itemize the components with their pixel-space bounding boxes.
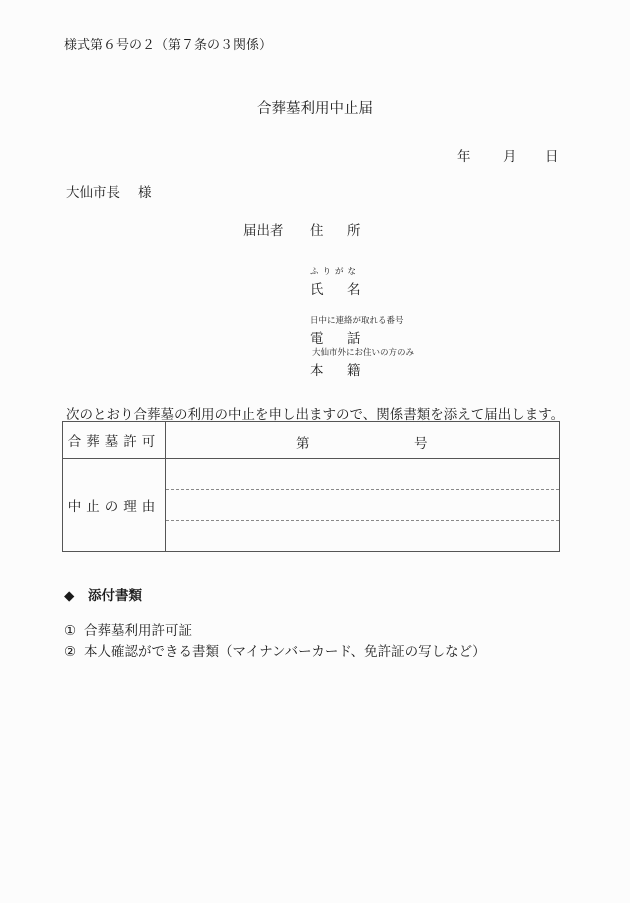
addressee-honorific: 様 bbox=[138, 185, 152, 201]
reason-field[interactable] bbox=[166, 459, 560, 552]
attachment-item bbox=[64, 619, 192, 639]
permit-prefix: 第 bbox=[296, 436, 310, 452]
date-day-label: 日 bbox=[545, 149, 559, 165]
attachments-heading-text: 添付書類 bbox=[88, 588, 142, 604]
date-year-label: 年 bbox=[457, 149, 471, 165]
domicile-label-1: 本 bbox=[310, 363, 324, 379]
form-table bbox=[62, 421, 560, 552]
reason-label: 中止の理由 bbox=[63, 459, 166, 552]
notifier-label: 届出者 bbox=[243, 223, 284, 239]
reason-line-1[interactable] bbox=[166, 459, 559, 490]
phone-note: 日中に連絡が取れる番号 bbox=[310, 316, 404, 326]
permit-row bbox=[63, 422, 560, 459]
date-month-label: 月 bbox=[503, 149, 517, 165]
furigana-label: ふりがな bbox=[310, 267, 361, 277]
address-label-2: 所 bbox=[347, 223, 361, 239]
address-label-1: 住 bbox=[310, 223, 324, 239]
domicile-note: 大仙市外にお住いの方のみ bbox=[312, 348, 415, 358]
page-title: 合葬墓利用中止届 bbox=[257, 101, 373, 117]
domicile-label-2: 籍 bbox=[347, 363, 361, 379]
addressee-name: 大仙市長 bbox=[66, 185, 120, 201]
phone-label-2: 話 bbox=[347, 331, 361, 347]
phone-label-1: 電 bbox=[310, 331, 324, 347]
item-number: ② bbox=[64, 644, 77, 660]
attachment-item bbox=[64, 640, 486, 660]
item-text: 合葬墓利用許可証 bbox=[84, 623, 192, 639]
attachments-heading bbox=[64, 584, 142, 604]
permit-number-field[interactable] bbox=[166, 422, 560, 459]
reason-line-3[interactable] bbox=[166, 521, 559, 551]
form-number: 様式第６号の２（第７条の３関係） bbox=[64, 38, 273, 53]
permit-label: 合葬墓許可 bbox=[63, 422, 166, 459]
name-label-2: 名 bbox=[347, 282, 361, 298]
permit-suffix: 号 bbox=[414, 436, 428, 452]
item-text: 本人確認ができる書類（マイナンバーカード、免許証の写しなど） bbox=[84, 644, 486, 660]
name-label-1: 氏 bbox=[310, 282, 324, 298]
reason-row bbox=[63, 459, 560, 552]
statement-text: 次のとおり合葬墓の利用の中止を申し出ますので、関係書類を添えて届出します。 bbox=[66, 407, 565, 423]
addressee bbox=[66, 181, 152, 201]
reason-line-2[interactable] bbox=[166, 490, 559, 521]
item-number: ① bbox=[64, 623, 77, 639]
diamond-icon: ◆ bbox=[64, 588, 75, 604]
